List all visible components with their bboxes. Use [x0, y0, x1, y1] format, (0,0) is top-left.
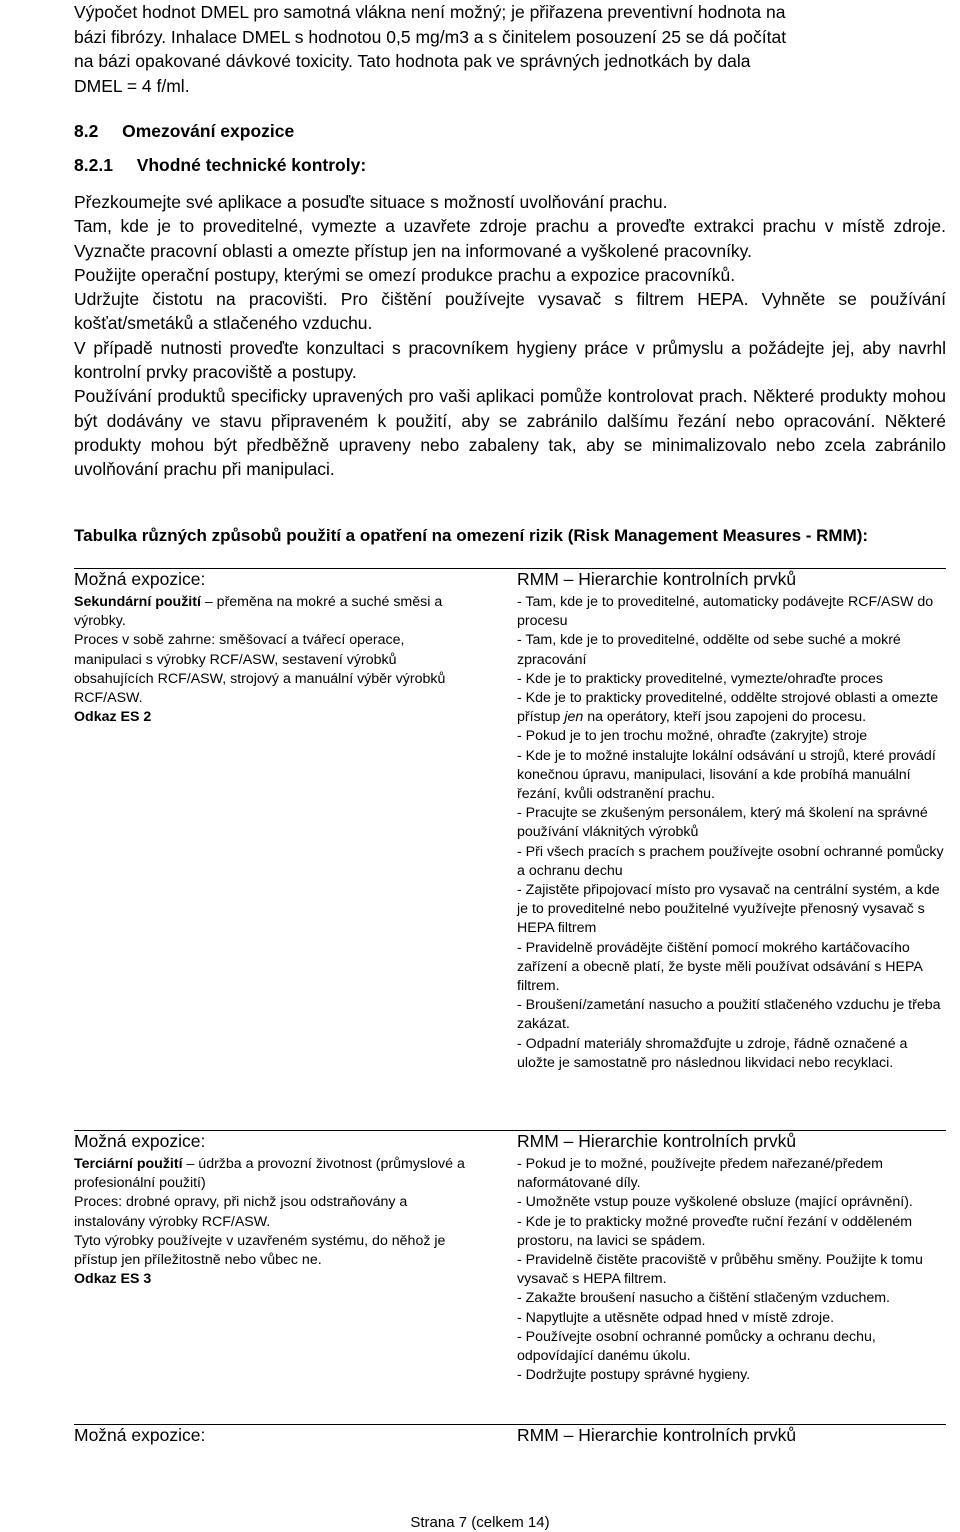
rmm-item: - Používejte osobní ochranné pomůcky a ochranu dechu, odpovídající danému úkolu. — [517, 1328, 876, 1365]
rmm-item — [517, 689, 947, 727]
subsection-title: Vhodné technické kontroly: — [136, 155, 367, 175]
rmm-item: - Dodržujte postupy správné hygieny. — [517, 1367, 751, 1384]
rmm-cell — [517, 1155, 947, 1385]
rmm-text: - Kde je to prakticky proveditelné, oddělte strojové oblasti a omezte přístup — [517, 690, 939, 726]
rmm-item: - Pokud je to možné, používejte předem nařezané/předem naformátované díly. — [517, 1156, 883, 1192]
rmm-item: - Zajistěte připojovací místo pro vysavač na centrální systém, a kde je to proveditelné nebo použitelné využívejte přenosný vysavač s HEPA filtrem — [517, 882, 940, 937]
rmm-item: - Umožněte vstup pouze vyškolené obsluze (mající oprávnění). — [517, 1194, 913, 1211]
body-paragraph: V případě nutnosti proveďte konzultaci s pracovníkem hygieny práce v průmyslu a požádejte jej, aby navrhl kontrolní prvky pracoviště a postupy. — [74, 337, 946, 383]
exposure-cell — [74, 593, 474, 727]
body-paragraph: Udržujte čistotu na pracovišti. Pro čištění používejte vysavač s filtrem HEPA. Vyhněte se používání košťat/smetáků a stlačeného vzduchu. — [74, 289, 946, 334]
left-header: Možná expozice: — [74, 569, 206, 589]
intro-line: bázi fibrózy. Inhalace DMEL s hodnotou 0,5 mg/m3 a s činitelem posouzení 25 se dá počítat — [74, 26, 787, 47]
use-title: Terciární použití — [74, 1156, 183, 1172]
section-number: 8.2 — [74, 121, 99, 141]
rmm-item: - Při všech pracích s prachem používejte osobní ochranné pomůcky a ochranu dechu — [517, 843, 944, 879]
rmm-item: - Tam, kde je to proveditelné, oddělte od sebe suché a mokré zpracování — [517, 632, 901, 668]
section-heading — [74, 121, 294, 142]
process-description: Tyto výrobky používejte v uzavřeném systému, do něhož je přístup jen příležitostně nebo vůbec ne. — [74, 1232, 446, 1269]
body-paragraph: Používání produktů specificky upravených pro vaši aplikaci pomůže kontrolovat prach. Některé produkty mohou být dodávány ve stavu připraveném k použití, aby se zabránilo dalšímu řezání nebo opracování. Některé produkty mohou být předběžně upraveny nebo zabaleny tak, aby se minimalizovalo nebo zcela zabránilo uvolňování prachu při manipulaci. — [74, 386, 946, 480]
rmm-item: - Pravidelně čistěte pracoviště v průběhu směny. Použijte k tomu vysavač s HEPA filtrem. — [517, 1252, 923, 1288]
intro-line: DMEL = 4 f/ml. — [74, 75, 190, 96]
page-footer: Strana 7 (celkem 14) — [410, 1514, 550, 1531]
intro-paragraph — [74, 0, 946, 98]
rmm-italic: jen — [564, 709, 584, 726]
use-subtitle: – údržba a provozní životnost (průmyslové a profesionální použití) — [74, 1156, 465, 1192]
section-title: Omezování expozice — [122, 121, 295, 141]
body-text — [74, 190, 946, 482]
rmm-item: - Kde je to možné instalujte lokální odsávání u strojů, které provádí konečnou úpravu, manipulaci, lisování a kde probíhá manuální řezání, kvůli odstranění prachu. — [517, 747, 936, 803]
process-description: Proces: drobné opravy, při nichž jsou odstraňovány a instalovány výrobky RCF/ASW. — [74, 1194, 408, 1230]
rmm-item: - Broušení/zametání nasucho a použití stlačeného vzduchu je třeba zakázat. — [517, 997, 941, 1033]
rmm-item: - Pracujte se zkušeným personálem, který má školení na správné používání vláknitých výrobků — [517, 805, 928, 841]
body-paragraph: Tam, kde je to proveditelné, vymezte a uzavřete zdroje prachu a proveďte extrakci prachu v místě zdroje. Vyznačte pracovní oblasti a omezte přístup jen na informované a vyškolené pracovníky. — [74, 216, 946, 261]
subsection-heading — [74, 155, 366, 176]
rmm-item: - Pravidelně provádějte čištění pomocí mokrého kartáčovacího zařízení a obecně platí, že byste měli používat odsávání s HEPA filtrem. — [517, 939, 923, 995]
rmm-item: - Tam, kde je to proveditelné, automaticky podávejte RCF/ASW do procesu — [517, 594, 934, 630]
rmm-item: - Kde je to prakticky možné proveďte ruční řezání v odděleném prostoru, na lavici se spádem. — [517, 1213, 913, 1249]
es-reference: Odkaz ES 2 — [74, 709, 152, 726]
table-title: Tabulka různých způsobů použití a opatření na omezení rizik (Risk Management Measures - RMM): — [74, 526, 869, 545]
body-paragraph: Přezkoumejte své aplikace a posuďte situace s možností uvolňování prachu. — [74, 192, 668, 212]
right-header: RMM – Hierarchie kontrolních prvků — [517, 1425, 797, 1445]
use-subtitle: – přeměna na mokré a suché směsi a výrobky. — [74, 594, 443, 630]
intro-line: na bázi opakované dávkové toxicity. Tato hodnota pak ve správných jednotkách by dala — [74, 51, 751, 71]
right-header: RMM – Hierarchie kontrolních prvků — [517, 569, 797, 589]
subsection-number: 8.2.1 — [74, 155, 113, 175]
rmm-item: - Pokud je to jen trochu možné, ohraďte (zakryjte) stroje — [517, 728, 868, 745]
left-header: Možná expozice: — [74, 1131, 206, 1151]
rmm-item: - Kde je to prakticky proveditelné, vymezte/ohraďte proces — [517, 670, 883, 687]
rmm-text: na operátory, kteří jsou zapojeni do procesu. — [583, 709, 867, 726]
intro-line: Výpočet hodnot DMEL pro samotná vlákna není možný; je přiřazena preventivní hodnota na — [74, 2, 786, 22]
process-description: Proces v sobě zahrne: směšovací a tvářecí operace, manipulaci s výrobky RCF/ASW, sestavení výrobků obsahujících RCF/ASW, strojový a manuální výběr výrobků RCF/ASW. — [74, 632, 446, 707]
right-header: RMM – Hierarchie kontrolních prvků — [517, 1131, 797, 1151]
es-reference: Odkaz ES 3 — [74, 1271, 152, 1288]
rmm-item: - Zakažte broušení nasucho a čištění stlačeným vzduchem. — [517, 1290, 890, 1307]
body-paragraph: Použijte operační postupy, kterými se omezí produkce prachu a expozice pracovníků. — [74, 264, 736, 285]
rmm-item: - Odpadní materiály shromažďujte u zdroje, řádně označené a uložte je samostatně pro následnou likvidaci nebo recyklaci. — [517, 1035, 908, 1071]
rmm-cell — [517, 593, 947, 1073]
use-title: Sekundární použití — [74, 594, 201, 610]
rmm-item: - Napytlujte a utěsněte odpad hned v místě zdroje. — [517, 1309, 835, 1326]
left-header: Možná expozice: — [74, 1425, 206, 1445]
exposure-cell — [74, 1155, 474, 1289]
